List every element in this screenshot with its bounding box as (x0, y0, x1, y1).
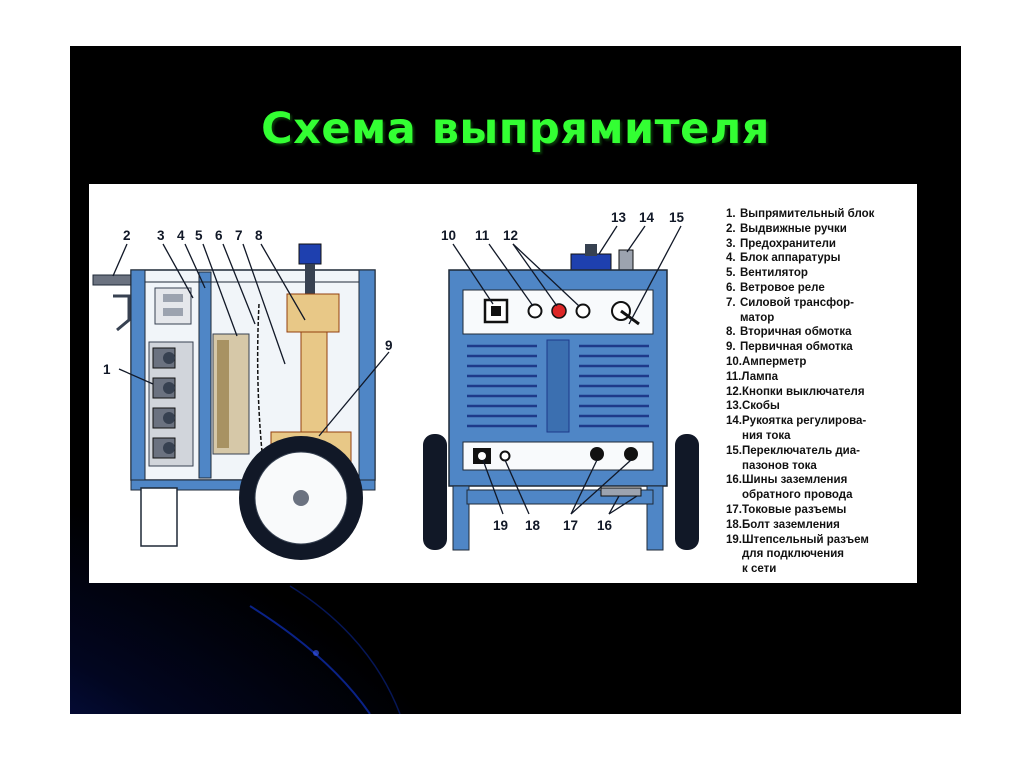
side-view (93, 228, 393, 560)
slide (70, 46, 961, 714)
legend-item (726, 355, 917, 370)
legend-item-number: 11. (726, 370, 742, 383)
legend-item (726, 281, 917, 296)
callout-5: 5 (195, 228, 203, 243)
legend-item-number: 7. (726, 296, 736, 309)
front-view (423, 210, 699, 550)
callout-11: 11 (475, 228, 490, 243)
slide-title: Схема выпрямителя (261, 104, 770, 154)
callout-14: 14 (639, 210, 655, 225)
legend-item-text: Выдвижные ручки (740, 222, 847, 235)
callout-9: 9 (385, 338, 393, 353)
legend-item-number: 19. (726, 533, 742, 546)
legend-item-text: Силовой трансфор- матор (740, 296, 854, 324)
legend-item-text: Болт заземления (742, 518, 840, 531)
legend-item (726, 444, 917, 474)
legend-item (726, 325, 917, 340)
legend-item-number: 15. (726, 444, 742, 457)
rectifier-diagram (89, 184, 917, 583)
legend-item (726, 385, 917, 400)
legend-item-text: Токовые разъемы (742, 503, 847, 516)
legend-item-text: Амперметр (742, 355, 807, 368)
legend-item-text: Скобы (742, 400, 780, 413)
callout-17: 17 (563, 518, 579, 533)
legend-item (726, 237, 917, 252)
legend-item-text: Лампа (741, 370, 778, 383)
callout-6: 6 (215, 228, 223, 243)
legend-item (726, 399, 917, 414)
legend-item (726, 207, 917, 222)
legend-item-text: Рукоятка регулирова- ния тока (742, 415, 867, 442)
legend-item-number: 9. (726, 341, 736, 354)
legend-item-text: Шины заземления обратного провода (742, 474, 853, 502)
callout-2: 2 (123, 228, 131, 243)
legend-item (726, 251, 917, 266)
legend-item-number: 8. (726, 326, 736, 339)
legend-item-text: Вторичная обмотка (740, 326, 852, 339)
legend-item-number: 4. (726, 252, 736, 265)
rectifier-drawing (89, 184, 719, 583)
callout-13: 13 (611, 210, 627, 225)
callout-16: 16 (597, 518, 613, 533)
callout-4: 4 (177, 228, 185, 243)
legend-item-number: 5. (726, 267, 736, 280)
callout-1: 1 (103, 362, 111, 377)
legend-item-text: Первичная обмотка (740, 341, 853, 354)
legend-item (726, 533, 917, 577)
legend-item (726, 518, 917, 533)
legend-item-number: 18. (726, 518, 742, 531)
callout-18: 18 (525, 518, 541, 533)
legend-item-number: 16. (726, 474, 742, 487)
legend-item-number: 12. (726, 385, 742, 398)
legend-item-text: Кнопки выключателя (742, 385, 865, 398)
legend-item (726, 414, 917, 444)
legend-item-text: Вентилятор (740, 267, 808, 280)
legend-item-number: 14. (726, 415, 742, 428)
callout-10: 10 (441, 228, 457, 243)
legend-item-number: 2. (726, 222, 736, 235)
legend-item (726, 473, 917, 503)
legend-item-text: Ветровое реле (740, 281, 825, 294)
legend-item (726, 222, 917, 237)
legend (726, 207, 917, 577)
legend-item-number: 3. (726, 237, 736, 250)
legend-item-number: 6. (726, 281, 736, 294)
legend-item (726, 370, 917, 385)
legend-item (726, 340, 917, 355)
legend-item-number: 1. (726, 208, 736, 220)
legend-item (726, 296, 917, 326)
legend-item-text: Блок аппаратуры (740, 252, 841, 265)
legend-item-text: Переключатель диа- пазонов тока (742, 444, 860, 472)
legend-item-text: Предохранители (740, 237, 836, 250)
legend-item-number: 10. (726, 355, 742, 368)
callout-15: 15 (669, 210, 685, 225)
legend-item-number: 13. (726, 400, 742, 413)
callout-8: 8 (255, 228, 263, 243)
callout-19: 19 (493, 518, 509, 533)
legend-item (726, 266, 917, 281)
callout-3: 3 (157, 228, 165, 243)
legend-item-text: Выпрямительный блок (740, 208, 875, 220)
legend-item-text: Штепсельный разъем для подключения к сети (742, 533, 869, 576)
legend-item (726, 503, 917, 518)
callout-7: 7 (235, 228, 243, 243)
legend-item-number: 17. (726, 503, 742, 516)
callout-12: 12 (503, 228, 519, 243)
